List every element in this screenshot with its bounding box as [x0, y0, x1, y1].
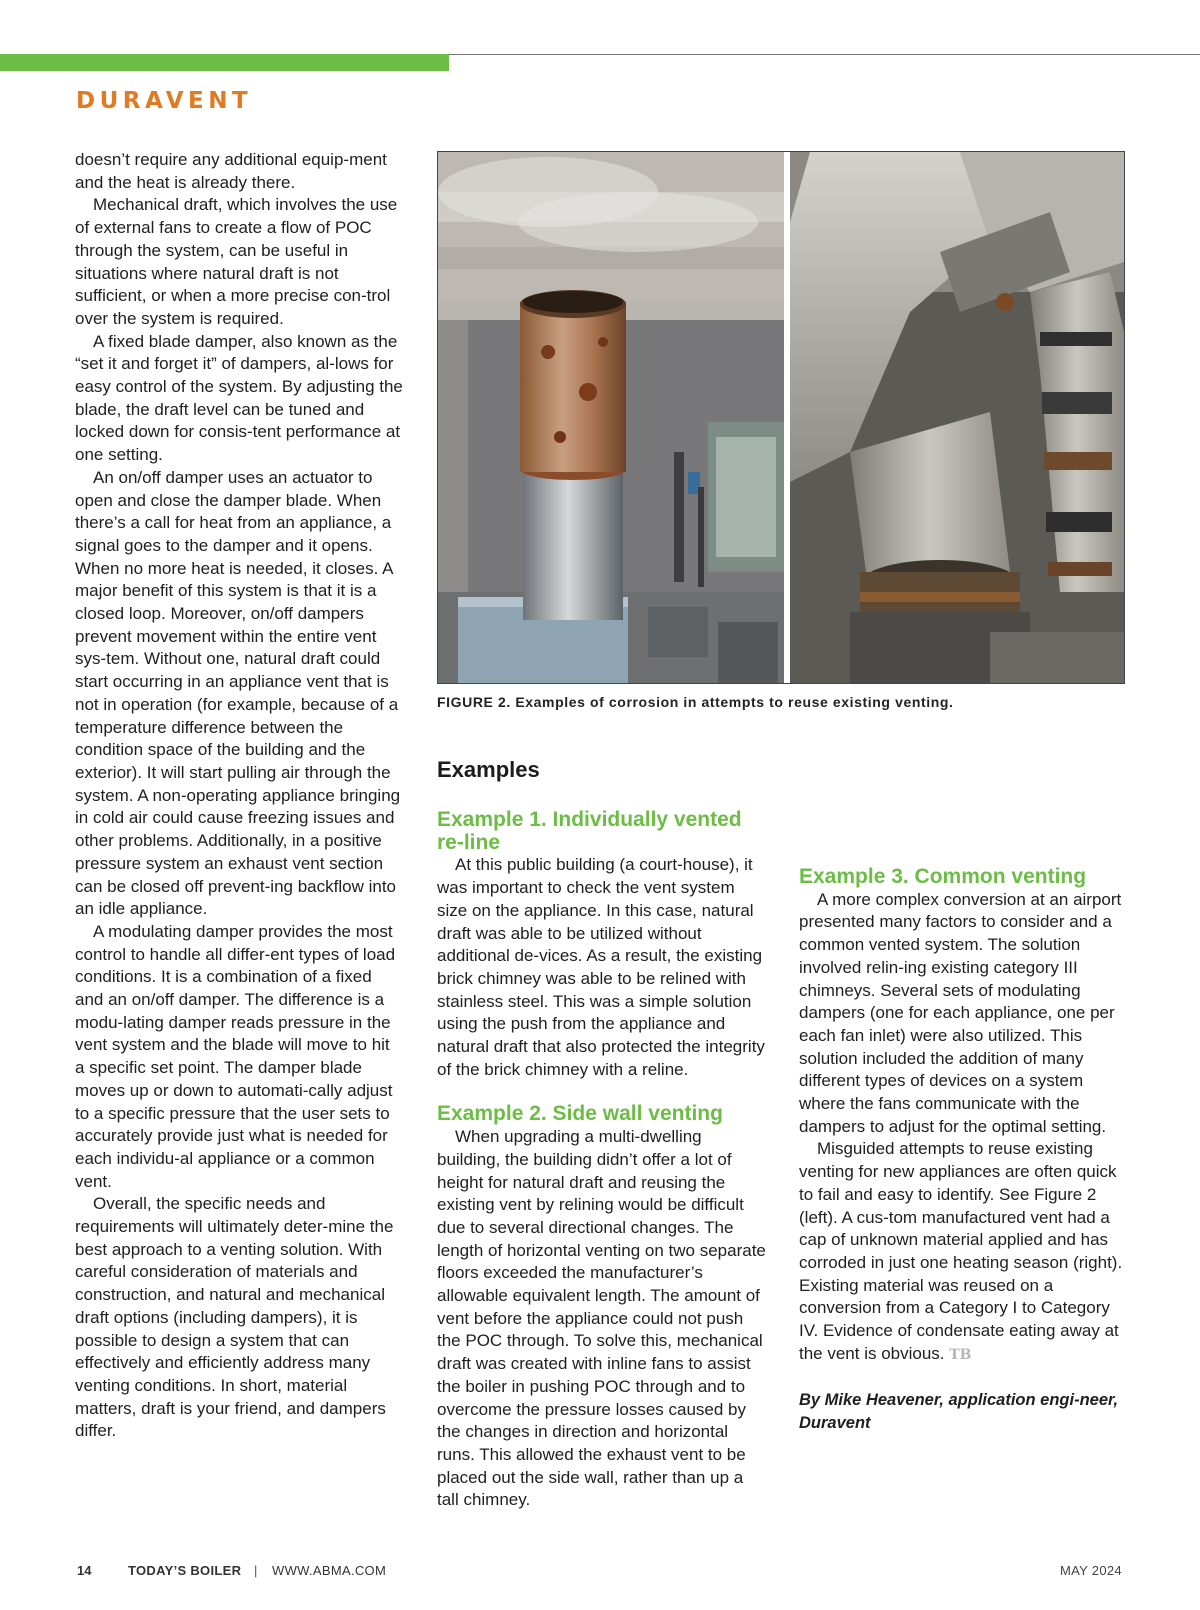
footer-separator: |: [254, 1563, 258, 1578]
end-mark: TB: [949, 1346, 972, 1363]
left-column: [75, 149, 403, 1443]
example-3-title: Example 3. Common venting: [799, 865, 1087, 888]
paragraph: A fixed blade damper, also known as the “set it and forget it” of dampers, al-lows for easy control of the system. By adjusting the blade, the draft level can be tuned and locked down for consis-tent performance at one setting.: [75, 331, 403, 465]
example-3-body-2: [799, 1138, 1129, 1366]
examples-heading: Examples: [437, 757, 540, 782]
example-1-title: Example 1. Individually vented re-line: [437, 808, 742, 854]
page-number: 14: [77, 1563, 92, 1578]
paragraph: A modulating damper provides the most control to handle all differ-ent types of load conditions. It is a combination of a fixed and an on/off damper. The difference is a modu-lating damper reads pressure in the vent system and the blade will move to hit a specific set point. The damper blade moves up or down to automati-cally adjust to a specific pressure that the user sets to accurately provide just what is needed for each individu-al appliance or a common vent.: [75, 921, 396, 1191]
example-3-body: A more complex conversion at an airport presented many factors to consider and a common vented system. The solution involved relin-ing existing category III chimneys. Several sets of modulating dampers (one for each appliance, one per each fan inlet) were also utilized. This solution included the addition of many different types of devices on a system where the fans communicate with the dampers to adjust for the optimal setting.: [799, 889, 1122, 1136]
byline: By Mike Heavener, application engi-neer, Duravent: [799, 1391, 1119, 1433]
paragraph: Mechanical draft, which involves the use of external fans to create a flow of POC through the system, can be useful in situations where natural draft is not sufficient, or when a more precise con-trol over the system is required.: [75, 195, 398, 328]
example-3-body-2-text: Misguided attempts to reuse existing venting for new appliances are often quick to fail and easy to identify. See Figure 2 (left). A cus-tom manufactured vent had a cap of unknown material applied and has corroded in just one heating season (right). Existing material was reused on a conversion from a Category I to Category IV. Evidence of condensate eating away at the vent is obvious.: [799, 1139, 1123, 1363]
figure-photo-rooftop-vent: [438, 152, 784, 683]
figure-2: [437, 151, 1125, 684]
middle-column: [437, 757, 769, 1512]
paragraph: An on/off damper uses an actuator to open and close the damper blade. When there’s a call for heat from an appliance, a signal goes to the damper and it opens. When no more heat is needed, it closes. A major benefit of this system is that it is a closed loop. Moreover, on/off dampers prevent movement within the entire vent sys-tem. Without one, natural draft could start occurring in an appliance vent that is not in operation (for example, because of a temperature difference between the condition space of the building and the exterior). It will start pulling air through the system. A non-operating appliance bringing in cold air could cause freezing issues and other problems. Additionally, in a positive pressure system an exhaust vent section can be closed off prevent-ing backflow into an idle appliance.: [75, 467, 401, 919]
header-rule: [449, 54, 1200, 55]
figure-photo-corroded-duct: [790, 152, 1124, 683]
header-accent-bar: [0, 54, 449, 71]
footer-url: WWW.ABMA.COM: [272, 1563, 387, 1578]
right-column: [799, 765, 1129, 1435]
magazine-title: TODAY’S BOILER: [128, 1563, 242, 1578]
brand-label: DURAVENT: [76, 88, 253, 114]
figure-caption: FIGURE 2. Examples of corrosion in attempts to reuse existing venting.: [437, 694, 954, 710]
example-2-title: Example 2. Side wall venting: [437, 1102, 723, 1126]
paragraph: doesn’t require any additional equip-ment and the heat is already there.: [75, 150, 387, 192]
example-1-body: At this public building (a court-house), it was important to check the vent system size on the appliance. In this case, natural draft was able to be utilized without additional de-vices. As a result, the existing brick chimney was able to be relined with stainless steel. This was a simple solution using the push from the appliance and natural draft that also protected the integrity of the brick chimney with a reline.: [437, 855, 765, 1079]
paragraph: Overall, the specific needs and requirements will ultimately deter-mine the best approach to a venting solution. With careful consideration of materials and construction, and natural and mechanical draft options (including dampers), it is possible to design a system that can effectively and efficiently address many venting conditions. In short, material matters, draft is your friend, and dampers differ.: [75, 1194, 394, 1441]
example-2-body: When upgrading a multi-dwelling building, the building didn’t offer a lot of height for natural draft and reusing the existing vent by relining would be difficult due to several directional changes. The length of horizontal venting on two separate floors exceeded the manufacturer’s allowable equivalent length. The amount of vent before the appliance could not push the POC through. To solve this, mechanical draft was created with inline fans to assist the boiler in pushing POC through and to overcome the pressure losses caused by the changes in direction and horizontal runs. This allowed the exhaust vent to be placed out the side wall, rather than up a tall chimney.: [437, 1127, 766, 1510]
footer-date: MAY 2024: [1060, 1563, 1122, 1578]
